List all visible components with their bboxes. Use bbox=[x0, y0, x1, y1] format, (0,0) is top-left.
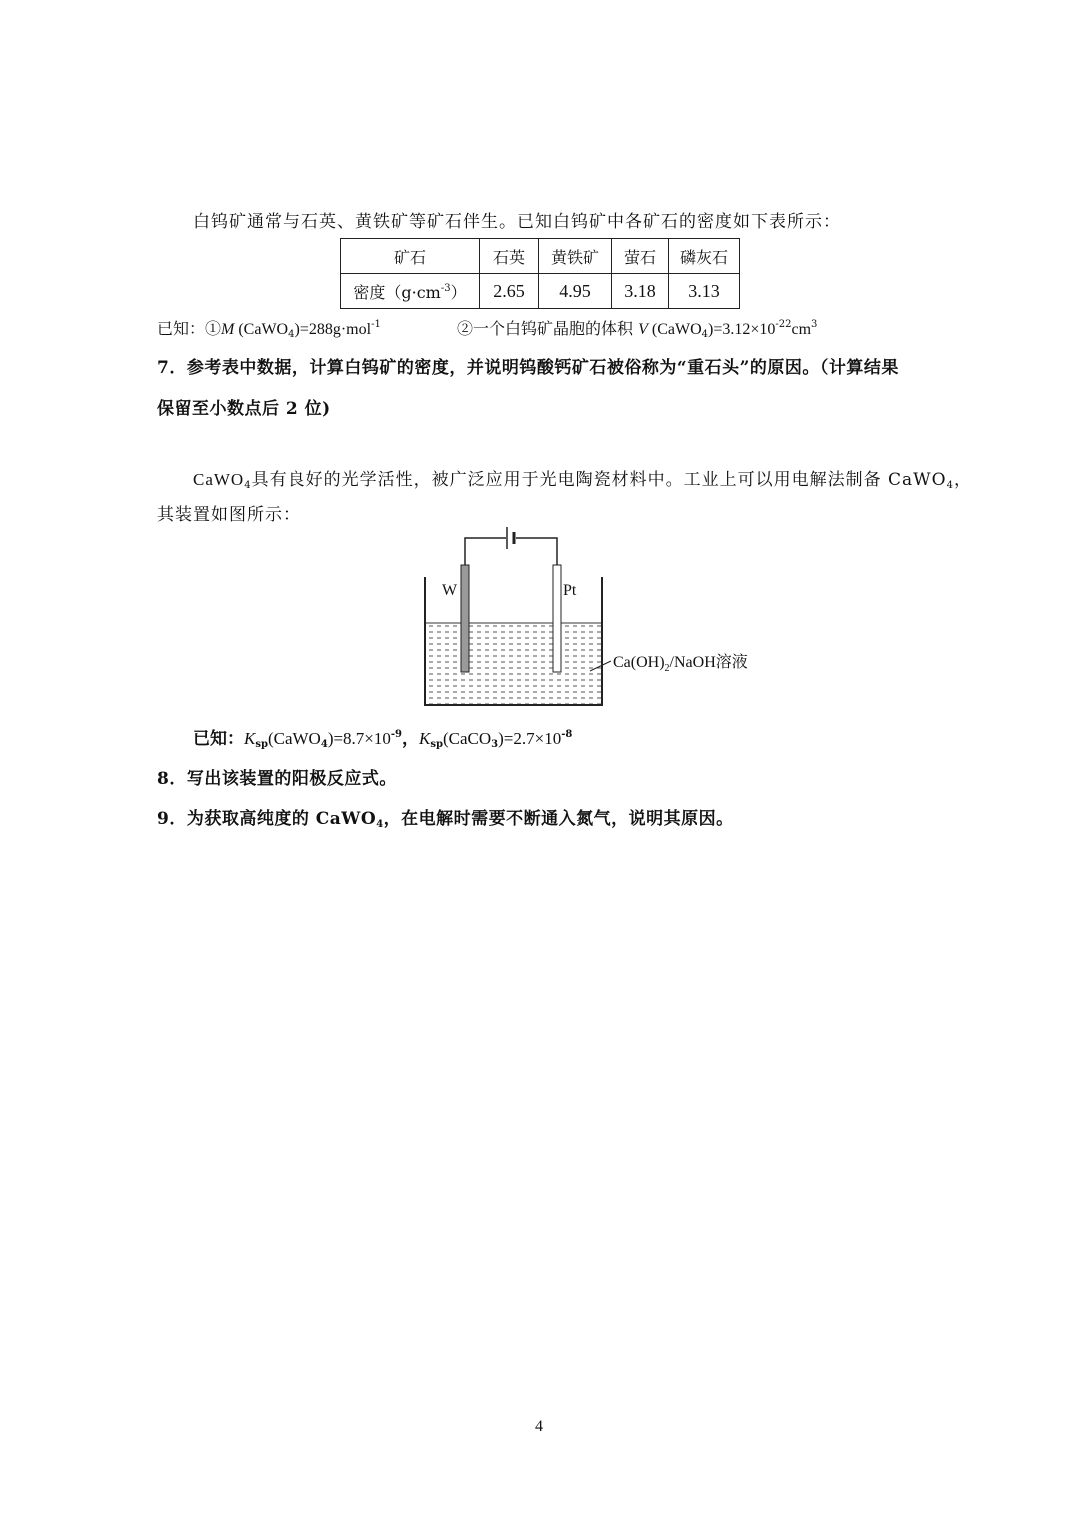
volume-formula-c: cm bbox=[791, 321, 812, 338]
ksp2-sub: sp bbox=[430, 739, 443, 750]
paragraph-electrolysis bbox=[193, 465, 972, 491]
question-9-sub: 4 bbox=[376, 819, 384, 830]
ksp2-a: (CaCO bbox=[442, 729, 492, 748]
solution-label-a: Ca(OH) bbox=[613, 654, 665, 671]
molar-mass-formula-b: )=288g·mol bbox=[294, 321, 372, 338]
electrode-label-w: W bbox=[442, 582, 458, 599]
volume-var: V bbox=[638, 321, 648, 338]
table-cell: 3.13 bbox=[669, 274, 740, 309]
platinum-electrode bbox=[553, 565, 561, 672]
table-header-cell: 矿石 bbox=[341, 239, 480, 274]
molar-mass-sup: -1 bbox=[371, 319, 381, 330]
ksp1-sub2: 4 bbox=[320, 739, 328, 750]
wire-right bbox=[516, 538, 557, 565]
known-ksp bbox=[193, 724, 572, 750]
known2-prefix: 已知： bbox=[193, 729, 244, 749]
ksp1-sup: -9 bbox=[390, 729, 403, 740]
question-9-b: ，在电解时需要不断通入氮气，说明其原因。 bbox=[383, 809, 734, 829]
known1-part2-prefix: ②一个白钨矿晶胞的体积 bbox=[457, 319, 639, 338]
volume-formula-b: )=3.12×10 bbox=[708, 321, 776, 338]
density-label-prefix: 密度（g·cm bbox=[353, 282, 441, 302]
solution-liquid bbox=[426, 623, 601, 705]
molar-mass-formula-a: (CaWO bbox=[234, 321, 289, 338]
volume-sup2: 3 bbox=[811, 319, 818, 330]
ksp2-var: K bbox=[419, 729, 431, 748]
question-8: 8．写出该装置的阳极反应式。 bbox=[157, 769, 397, 789]
solution-label-sub: 2 bbox=[664, 663, 670, 674]
table-header-cell: 黄铁矿 bbox=[539, 239, 612, 274]
wire-left bbox=[465, 538, 506, 565]
electrolysis-apparatus-diagram bbox=[405, 515, 785, 710]
question-9 bbox=[157, 804, 734, 830]
para2-c: ， bbox=[953, 470, 972, 490]
density-label-sup: -3 bbox=[440, 282, 451, 294]
question-7-line2: 保留至小数点后 2 位) bbox=[157, 399, 331, 419]
density-table bbox=[340, 238, 740, 309]
ksp2-b: )=2.7×10 bbox=[498, 729, 562, 748]
para2-b-sub: 4 bbox=[946, 480, 954, 491]
table-header-row bbox=[341, 239, 740, 274]
known1-prefix: 已知：① bbox=[157, 319, 222, 338]
table-header-cell: 石英 bbox=[480, 239, 539, 274]
question-7-line1: 7．参考表中数据，计算白钨矿的密度，并说明钨酸钙矿石被俗称为“重石头”的原因。（计算结果 bbox=[157, 358, 899, 378]
density-label-suffix: ） bbox=[450, 282, 467, 302]
ksp1-b: )=8.7×10 bbox=[327, 729, 391, 748]
density-row-label bbox=[341, 274, 480, 309]
electrode-label-pt: Pt bbox=[563, 582, 577, 599]
volume-sub: 4 bbox=[701, 329, 709, 340]
molar-mass-sub: 4 bbox=[288, 329, 295, 340]
solution-label-b: /NaOH溶液 bbox=[669, 654, 748, 671]
para2-a-sub: 4 bbox=[244, 480, 252, 491]
ksp-sep: ， bbox=[402, 729, 420, 749]
para2-a: CaWO bbox=[193, 470, 245, 489]
ksp2-sub2: 3 bbox=[491, 739, 499, 750]
table-header-cell: 萤石 bbox=[612, 239, 669, 274]
ksp1-var: K bbox=[244, 729, 256, 748]
table-row bbox=[341, 274, 740, 309]
table-header-cell: 磷灰石 bbox=[669, 239, 740, 274]
para2-b: 具有良好的光学活性，被广泛应用于光电陶瓷材料中。工业上可以用电解法制备 CaWO bbox=[251, 470, 947, 490]
intro-text: 白钨矿通常与石英、黄铁矿等矿石伴生。已知白钨矿中各矿石的密度如下表所示： bbox=[193, 212, 841, 232]
table-cell: 2.65 bbox=[480, 274, 539, 309]
known-data-1 bbox=[157, 316, 381, 340]
volume-sup: -22 bbox=[775, 319, 792, 330]
molar-mass-var: M bbox=[221, 321, 235, 338]
ksp2-sup: -8 bbox=[561, 729, 573, 740]
volume-formula-a: (CaWO bbox=[647, 321, 702, 338]
tungsten-electrode bbox=[461, 565, 469, 672]
ksp1-sub: sp bbox=[255, 739, 268, 750]
solution-label bbox=[613, 653, 748, 674]
known-data-2 bbox=[457, 316, 817, 340]
ksp1-a: (CaWO bbox=[267, 729, 321, 748]
table-cell: 3.18 bbox=[612, 274, 669, 309]
paragraph-electrolysis-line2: 其装置如图所示： bbox=[157, 505, 301, 525]
table-cell: 4.95 bbox=[539, 274, 612, 309]
page-number: 4 bbox=[535, 1418, 543, 1435]
question-9-a: 9．为获取高纯度的 CaWO bbox=[157, 809, 377, 829]
